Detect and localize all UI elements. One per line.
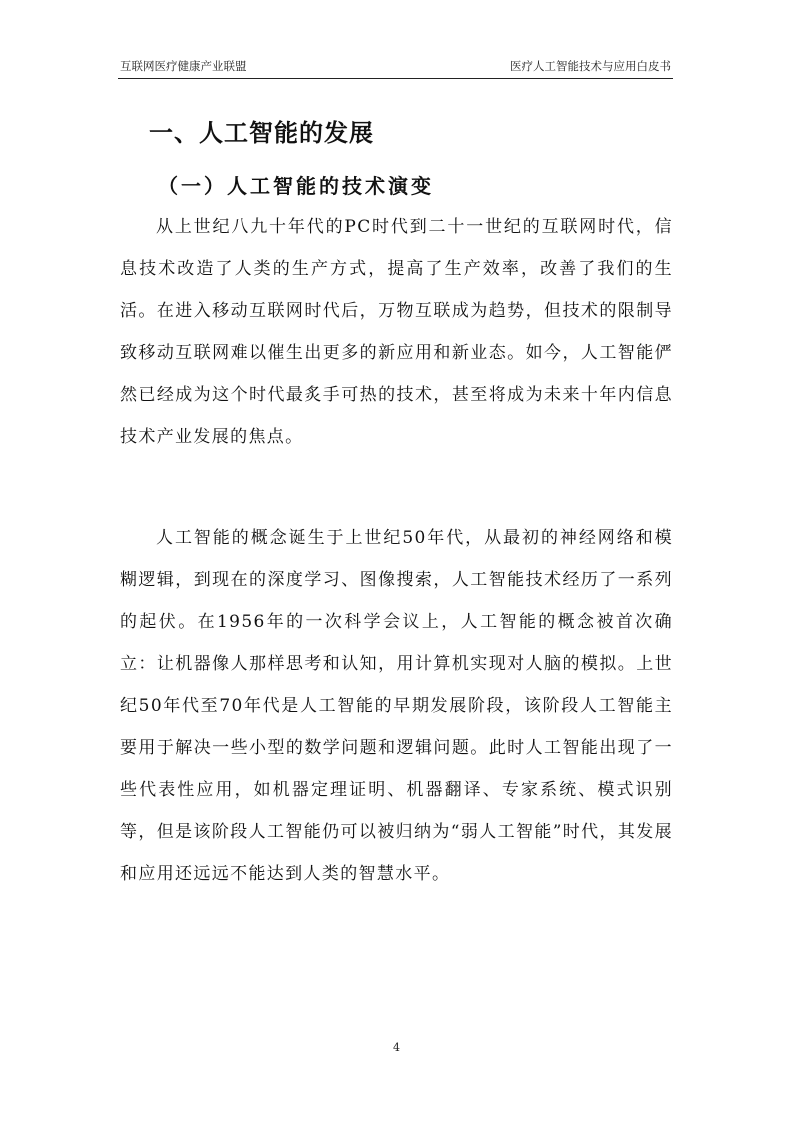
subsection-title: （一）人工智能的技术演变 [158, 173, 434, 198]
body-paragraph-1: 从上世纪八九十年代的PC时代到二十一世纪的互联网时代，信息技术改造了人类的生产方式，提高了生产效率，改善了我们的生活。在进入移动互联网时代后，万物互联成为趋势，但技术的限制导致移动互联网难以催生出更多的新应用和新业态。如今，人工智能俨然已经成为这个时代最炙手可热的技术，甚至将成为未来十年内信息技术产业发展的焦点。 [120, 217, 673, 447]
header-document-title: 医疗人工智能技术与应用白皮书 [510, 59, 671, 73]
section-title: 一、人工智能的发展 [149, 118, 374, 148]
page-header [118, 54, 673, 79]
page-number: 4 [393, 1041, 400, 1054]
header-organization: 互联网医疗健康产业联盟 [120, 59, 247, 73]
body-paragraph-2: 人工智能的概念诞生于上世纪50年代，从最初的神经网络和模糊逻辑，到现在的深度学习、图像搜索，人工智能技术经历了一系列的起伏。在1956年的一次科学会议上，人工智能的概念被首次确立：让机器像人那样思考和认知，用计算机实现对人脑的模拟。上世纪50年代至70年代是人工智能的早期发展阶段，该阶段人工智能主要用于解决一些小型的数学问题和逻辑问题。此时人工智能出现了一些代表性应用，如机器定理证明、机器翻译、专家系统、模式识别等，但是该阶段人工智能仍可以被归纳为“弱人工智能”时代，其发展和应用还远远不能达到人类的智慧水平。 [120, 528, 673, 884]
